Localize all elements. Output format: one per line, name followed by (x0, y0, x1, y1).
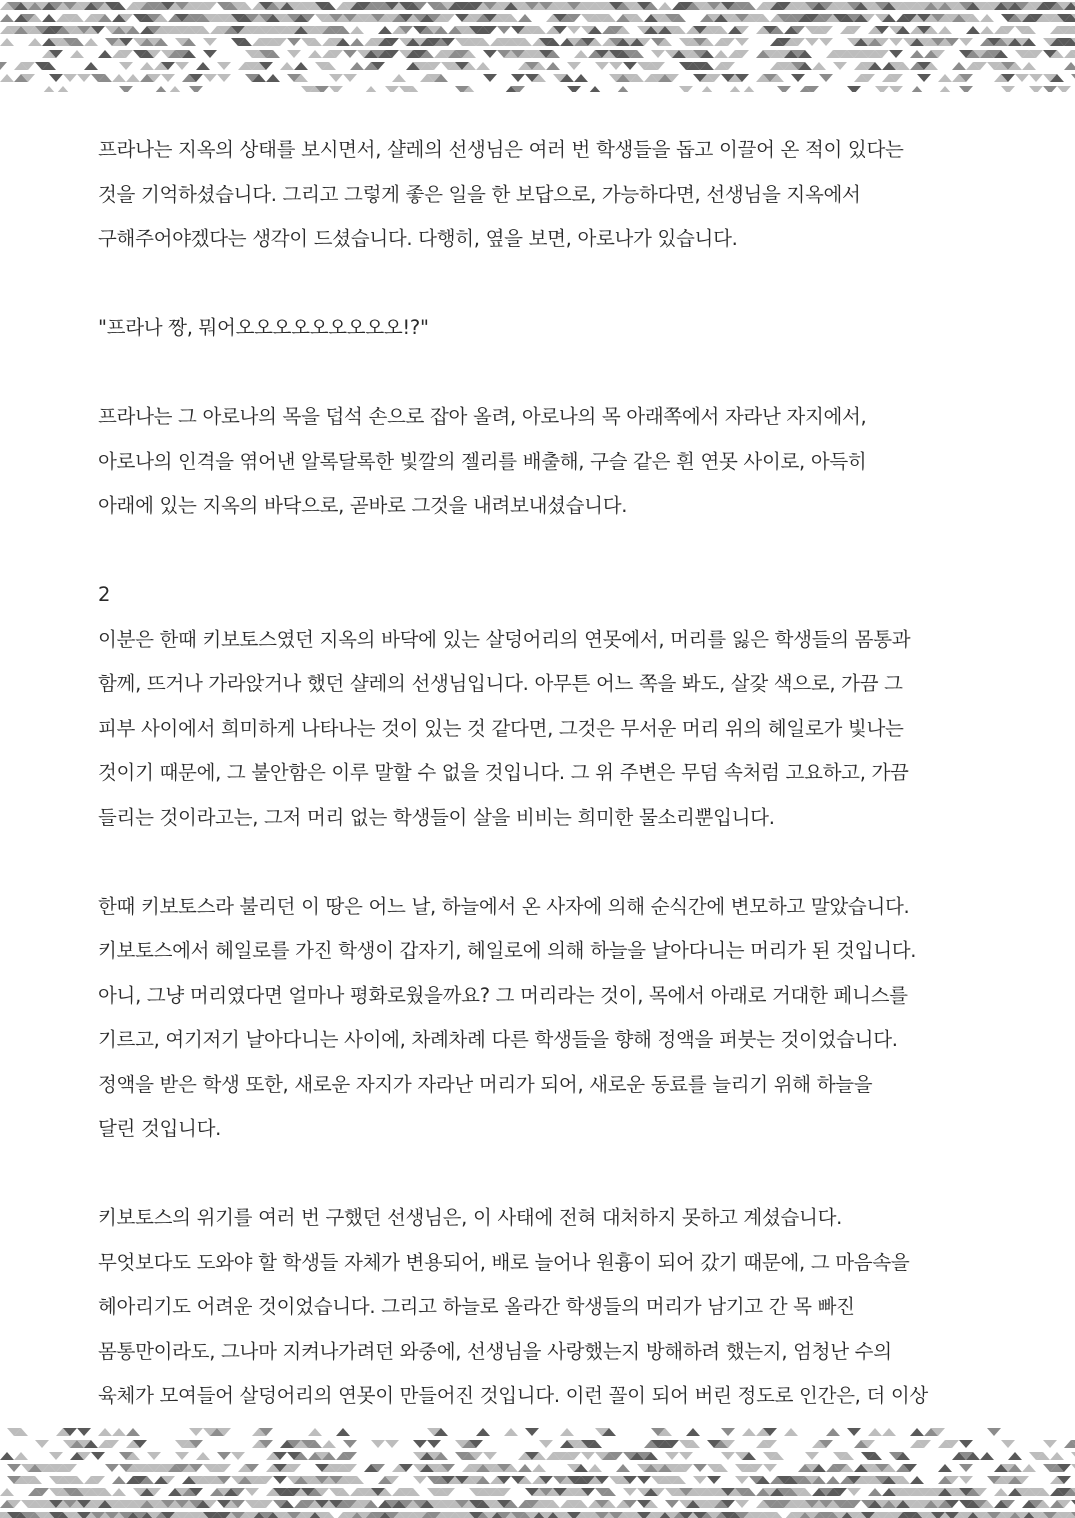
border-triangle (1001, 1440, 1015, 1448)
top-triangle-border (0, 0, 1075, 92)
border-triangle (623, 1488, 637, 1496)
border-triangle (112, 1488, 126, 1496)
border-triangle (847, 1488, 861, 1496)
border-triangle (532, 1464, 546, 1472)
paragraph-gap (98, 529, 998, 574)
border-triangle (987, 1428, 1001, 1436)
border-triangle (483, 1452, 497, 1460)
border-triangle (322, 1440, 336, 1448)
border-triangle (938, 26, 952, 34)
border-triangle (819, 38, 833, 46)
border-triangle (476, 1428, 490, 1436)
border-triangle (14, 1452, 28, 1460)
border-triangle (63, 74, 77, 82)
border-triangle (483, 50, 497, 58)
border-triangle (126, 74, 140, 82)
border-triangle (1057, 86, 1071, 92)
border-triangle (98, 50, 112, 58)
border-triangle (1050, 1452, 1064, 1460)
border-triangle (266, 74, 280, 82)
border-triangle (217, 74, 231, 82)
border-triangle (329, 86, 343, 92)
border-triangle (56, 86, 70, 92)
text-line: 몸통만이라도, 그나마 지켜나가려던 와중에, 선생님을 사랑했는지 방해하려 했는지, 엄청난 수의 (98, 1339, 892, 1363)
border-triangle (1001, 86, 1015, 92)
border-triangle (84, 38, 98, 46)
border-triangle (175, 1452, 189, 1460)
border-triangle (231, 1452, 245, 1460)
text-line: 헤아리기도 어려운 것이었습니다. 그리고 하늘로 올라간 학생들의 머리가 남기고 간 목 빠진 (98, 1295, 855, 1318)
border-triangle (245, 1488, 259, 1496)
border-triangle (763, 1464, 777, 1472)
border-triangle (665, 1500, 679, 1508)
text-line: 이분은 한때 키보토스였던 지옥의 바닥에 있는 살덩어리의 연못에서, 머리를 잃은 학생들의 몸통과 (98, 627, 911, 651)
section-number: 2 (98, 583, 111, 606)
paragraph-gap (98, 351, 998, 396)
border-triangle (567, 86, 581, 92)
border-triangle (84, 62, 98, 70)
border-triangle (287, 38, 301, 46)
border-triangle (616, 86, 630, 92)
border-triangle (959, 1464, 973, 1472)
border-triangle (35, 1440, 49, 1448)
border-triangle (917, 74, 931, 82)
border-triangle (910, 50, 924, 58)
border-triangle (49, 74, 63, 82)
text-line: 키보토스에서 헤일로를 가진 학생이 갑자기, 헤일로에 의해 하늘을 날아다니는 머리가 된 것입니다. (98, 939, 917, 962)
border-triangle (693, 1476, 707, 1484)
border-triangle (511, 74, 525, 82)
text-line: 피부 사이에서 희미하게 나타나는 것이 있는 것 같다면, 그것은 무서운 머리 위의 헤일로가 빛나는 (98, 716, 904, 740)
paragraph-gap (98, 1152, 998, 1197)
border-triangle (721, 1452, 735, 1460)
border-triangle (49, 1452, 63, 1460)
border-triangle (0, 74, 14, 82)
text-line: 것을 기억하셨습니다. 그리고 그렇게 좋은 일을 한 보답으로, 가능하다면, 선생님을 지옥에서 (98, 182, 861, 206)
text-line: 아니, 그냥 머리였다면 얼마나 평화로웠을까요? 그 머리라는 것이, 목에서 아래로 거대한 페니스를 (98, 983, 908, 1007)
border-triangle (700, 86, 714, 92)
text-line: 것이기 때문에, 그 불안함은 이루 말할 수 없을 것입니다. 그 위 주변은 무덤 속처럼 고요하고, 가끔 (98, 761, 909, 784)
border-triangle (889, 86, 903, 92)
text-line: 무엇보다도 도와야 할 학생들 자체가 변용되어, 배로 늘어나 원흉이 되어 갔기 때문에, 그 마음속을 (98, 1250, 910, 1274)
border-triangle (616, 1464, 630, 1472)
border-triangle (784, 1428, 798, 1436)
border-triangle (805, 38, 819, 46)
border-triangle (196, 1452, 210, 1460)
border-triangle (910, 1428, 924, 1436)
border-triangle (77, 74, 91, 82)
text-line: 아로나의 인격을 엮어낸 알록달록한 빛깔의 젤리를 배출해, 구슬 같은 흰 연못 사이로, 아득히 (98, 449, 867, 473)
border-triangle (1029, 86, 1043, 92)
border-triangle (1071, 74, 1075, 82)
border-triangle (203, 38, 217, 46)
border-triangle (952, 62, 966, 70)
border-triangle (609, 62, 623, 70)
text-line: 기르고, 여기저기 날아다니는 사이에, 차례차례 다른 학생들을 향해 정액을 퍼붓는 것이었습니다. (98, 1028, 898, 1051)
border-triangle (777, 86, 791, 92)
border-triangle (812, 62, 826, 70)
border-triangle (980, 1452, 994, 1460)
border-triangle (735, 1476, 749, 1484)
bottom-triangle-border (0, 1426, 1075, 1518)
border-triangle (686, 1428, 700, 1436)
border-triangle (1043, 1440, 1057, 1448)
border-triangle (525, 1428, 539, 1436)
border-triangle (882, 1428, 896, 1436)
border-triangle (308, 50, 322, 58)
border-triangle (392, 74, 406, 82)
border-triangle (0, 62, 7, 70)
document-body (98, 128, 998, 1419)
border-triangle (0, 14, 14, 22)
text-line: 육체가 모여들어 살덩어리의 연못이 만들어진 것입니다. 이런 꼴이 되어 버린 정도로 인간은, 더 이상 (98, 1384, 928, 1407)
border-triangle (889, 38, 903, 46)
paragraph-4 (98, 573, 998, 840)
border-triangle (910, 1476, 924, 1484)
border-triangle (350, 62, 364, 70)
border-triangle (826, 1476, 840, 1484)
border-triangle (980, 14, 994, 22)
text-line: 프라나는 그 아로나의 목을 덥석 손으로 잡아 올려, 아로나의 목 아래쪽에서 자라난 자지에서, (98, 405, 867, 428)
border-triangle (665, 1452, 679, 1460)
border-triangle (833, 62, 847, 70)
border-triangle (350, 38, 364, 46)
border-triangle (1071, 1452, 1075, 1460)
border-triangle (980, 26, 994, 34)
border-triangle (791, 74, 805, 82)
border-triangle (868, 1428, 882, 1436)
border-triangle (476, 62, 490, 70)
border-triangle (693, 1464, 707, 1472)
border-triangle (875, 86, 889, 92)
border-triangle (343, 1440, 357, 1448)
border-triangle (350, 26, 364, 34)
border-triangle (1015, 74, 1029, 82)
border-triangle (0, 1452, 14, 1460)
border-triangle (105, 1464, 119, 1472)
border-triangle (707, 1476, 721, 1484)
border-triangle (343, 50, 357, 58)
border-triangle (735, 1500, 749, 1508)
border-triangle (567, 26, 581, 34)
border-triangle (539, 1440, 553, 1448)
border-triangle (203, 50, 217, 58)
border-triangle (413, 1440, 427, 1448)
border-triangle (196, 62, 210, 70)
border-triangle (574, 74, 588, 82)
border-triangle (0, 38, 14, 46)
border-triangle (161, 74, 175, 82)
border-triangle (287, 50, 301, 58)
border-triangle (343, 74, 357, 82)
text-line: 들리는 것이라고는, 그저 머리 없는 학생들이 살을 비비는 희미한 물소리뿐입니다. (98, 805, 775, 829)
border-triangle (504, 1428, 518, 1436)
text-line: 달린 것입니다. (98, 1117, 222, 1140)
border-triangle (742, 86, 756, 92)
paragraph-2-dialogue (98, 306, 998, 351)
border-triangle (217, 1452, 231, 1460)
text-line: "프라나 짱, 뭐어오오오오오오오오오!?" (98, 316, 429, 339)
border-triangle (1071, 1464, 1075, 1472)
text-line: 정액을 받은 학생 또한, 새로운 자지가 자라난 머리가 되어, 새로운 동료를 늘리기 위해 하늘을 (98, 1072, 873, 1096)
border-triangle (959, 86, 973, 92)
text-line: 프라나는 지옥의 상태를 보시면서, 샬레의 선생님은 여러 번 학생들을 돕고 이끌어 온 적이 있다는 (98, 138, 904, 161)
text-line: 키보토스의 위기를 여러 번 구했던 선생님은, 이 사태에 전혀 대처하지 못하고 계셨습니다. (98, 1206, 843, 1229)
border-triangle (91, 1452, 105, 1460)
text-line: 한때 키보토스라 불리던 이 땅은 어느 날, 하늘에서 온 사자에 의해 순식간에 변모하고 말았습니다. (98, 894, 910, 918)
border-triangle (819, 74, 833, 82)
border-triangle (119, 62, 133, 70)
border-triangle (126, 1428, 140, 1436)
paragraph-6 (98, 1196, 998, 1419)
border-triangle (847, 86, 861, 92)
border-triangle (154, 86, 168, 92)
border-triangle (77, 1428, 91, 1436)
paragraph-5 (98, 885, 998, 1152)
border-triangle (147, 1452, 161, 1460)
border-triangle (336, 1428, 350, 1436)
border-triangle (140, 62, 154, 70)
border-triangle (1008, 1452, 1022, 1460)
border-triangle (112, 1428, 126, 1436)
border-triangle (189, 86, 203, 92)
border-triangle (42, 14, 56, 22)
border-triangle (735, 38, 749, 46)
border-triangle (826, 1428, 840, 1436)
border-triangle (119, 86, 133, 92)
border-triangle (70, 50, 84, 58)
border-triangle (280, 62, 294, 70)
border-triangle (385, 1440, 399, 1448)
border-triangle (427, 1440, 441, 1448)
border-triangle (959, 1476, 973, 1484)
border-triangle (1071, 1500, 1075, 1508)
border-triangle (742, 1428, 756, 1436)
paragraph-1 (98, 128, 998, 262)
border-triangle (595, 62, 609, 70)
border-triangle (546, 62, 560, 70)
text-line: 함께, 뜨거나 가라앉거나 했던 샬레의 선생님입니다. 아무튼 어느 쪽을 봐도, 살갗 색으로, 가끔 그 (98, 672, 903, 695)
border-triangle (1029, 74, 1043, 82)
border-triangle (112, 1476, 126, 1484)
border-triangle (273, 1476, 287, 1484)
border-triangle (889, 50, 903, 58)
border-triangle (1022, 1464, 1036, 1472)
border-triangle (385, 86, 399, 92)
triangle-pattern-icon (0, 1426, 1075, 1518)
border-triangle (994, 1488, 1008, 1496)
border-triangle (189, 1428, 203, 1436)
paragraph-gap (98, 262, 998, 307)
border-triangle (574, 50, 588, 58)
border-triangle (168, 86, 182, 92)
border-triangle (329, 74, 343, 82)
text-line: 구해주어야겠다는 생각이 드셨습니다. 다행히, 옆을 보면, 아로나가 있습니다. (98, 227, 738, 250)
border-triangle (847, 1428, 861, 1436)
border-triangle (728, 86, 742, 92)
border-triangle (0, 1488, 14, 1496)
border-triangle (308, 1428, 322, 1436)
border-triangle (1043, 86, 1057, 92)
border-triangle (679, 1452, 693, 1460)
border-triangle (7, 1464, 21, 1472)
border-triangle (1064, 62, 1075, 70)
paragraph-gap (98, 840, 998, 885)
border-triangle (175, 62, 189, 70)
border-triangle (588, 1464, 602, 1472)
border-triangle (658, 2, 672, 10)
border-triangle (42, 86, 56, 92)
border-triangle (371, 1440, 385, 1448)
border-triangle (567, 62, 581, 70)
border-triangle (518, 1464, 532, 1472)
border-triangle (203, 74, 217, 82)
border-triangle (959, 1440, 973, 1448)
border-triangle (938, 86, 952, 92)
border-triangle (679, 86, 693, 92)
border-triangle (721, 1428, 735, 1436)
border-triangle (938, 1464, 952, 1472)
border-triangle (910, 86, 924, 92)
border-triangle (1022, 62, 1036, 70)
border-triangle (378, 26, 392, 34)
border-triangle (637, 1476, 651, 1484)
border-triangle (112, 74, 126, 82)
border-triangle (560, 1428, 574, 1436)
border-triangle (623, 62, 637, 70)
border-triangle (28, 38, 42, 46)
border-triangle (413, 1476, 427, 1484)
border-triangle (217, 62, 231, 70)
border-triangle (966, 26, 980, 34)
border-triangle (294, 62, 308, 70)
border-triangle (581, 1452, 595, 1460)
border-triangle (483, 74, 497, 82)
text-line: 아래에 있는 지옥의 바닥으로, 곧바로 그것을 내려보내셨습니다. (98, 494, 628, 517)
border-triangle (98, 1428, 112, 1436)
border-triangle (938, 74, 952, 82)
border-triangle (651, 50, 665, 58)
border-triangle (497, 26, 511, 34)
border-triangle (868, 1488, 882, 1496)
border-triangle (959, 38, 973, 46)
border-triangle (588, 86, 602, 92)
border-triangle (805, 1452, 819, 1460)
triangle-pattern-icon (0, 0, 1075, 92)
border-triangle (364, 86, 378, 92)
border-triangle (714, 50, 728, 58)
paragraph-3 (98, 395, 998, 529)
border-triangle (518, 14, 532, 22)
